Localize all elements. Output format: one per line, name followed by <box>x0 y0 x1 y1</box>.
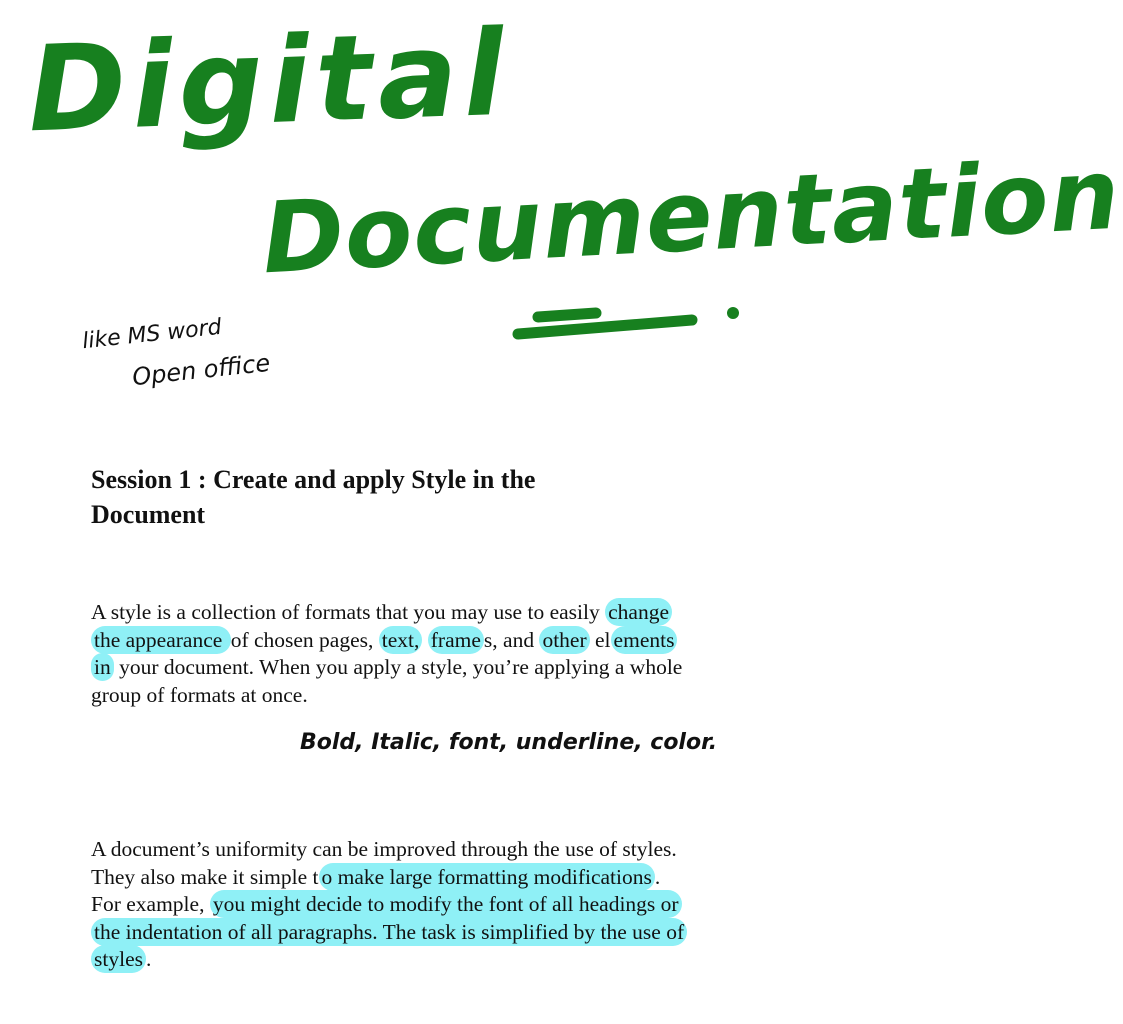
handwritten-note-formats: Bold, Italic, font, underline, color. <box>300 730 718 755</box>
text-run: . <box>145 947 152 971</box>
paragraph-style-uniformity <box>91 836 691 974</box>
handwritten-note-open-office: Open office <box>130 348 272 392</box>
handwritten-note-ms-word: like MS word <box>81 314 223 355</box>
highlighted-text: other <box>539 626 589 654</box>
text-run: A style is a collection of formats that you may use to easily <box>91 600 606 624</box>
text-run: . For example, <box>91 864 661 916</box>
highlighted-text: you might decide to modify the font of all headings or the indentation of all paragraphs. The task is simplified by the use of styles <box>91 890 687 973</box>
highlighted-text: frame <box>428 626 484 654</box>
underline-stroke-1 <box>538 313 596 317</box>
text-run: s, and <box>483 627 540 652</box>
text-run <box>422 628 427 652</box>
paragraph-style-definition <box>91 599 691 709</box>
text-run: el <box>589 627 611 652</box>
highlighted-text: ements in <box>91 626 677 682</box>
underline-dot <box>727 307 739 319</box>
text-run: your document. When you apply a style, you’re applying a whole group of formats at once. <box>91 655 683 707</box>
text-run: A document’s uniformity can be improved through the use of styles. They also make it simple t <box>91 837 677 889</box>
session-heading: Session 1 : Create and apply Style in the Document <box>91 465 536 529</box>
underline-stroke-2 <box>518 320 692 334</box>
highlighted-text: change the appearance <box>91 598 672 654</box>
handwritten-title-documentation: Documentation <box>259 137 1123 297</box>
handwritten-title-digital: Digital <box>25 3 513 159</box>
highlighted-text: o make large formatting modifications <box>319 863 655 891</box>
text-run: of chosen pages, <box>230 627 379 652</box>
highlighted-text: text, <box>379 626 423 654</box>
